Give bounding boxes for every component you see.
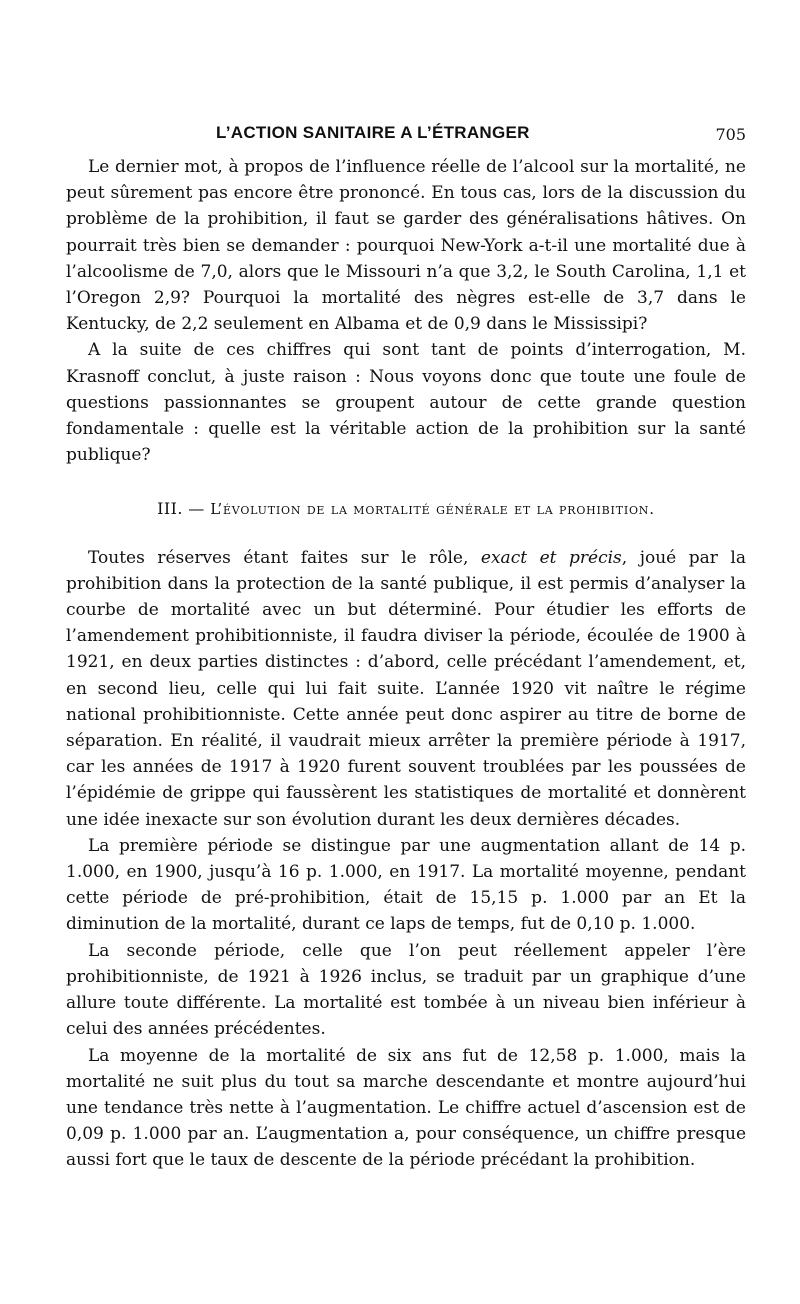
paragraph-final-word: Le dernier mot, à propos de l’influence réelle de l’alcool sur la mortalité, ne peut sûrement pas encore être prononcé. En tous cas, lors de la discussion du problème de la prohibition, il faut se garder des généralisations hâtives. On pourrait très bien se demander : pourquoi New-York a-t-il une mortalité due à l’alcoolisme de 7,0, alors que le Missouri n’a que 3,2, le South Carolina, 1,1 et l’Oregon 2,9? Pourquoi la mortalité des nègres est-elle de 3,7 dans le Kentucky, de 2,2 seulement en Albama et de 0,9 dans le Mississipi? bbox=[66, 157, 746, 335]
paragraph-reserves-start: Toutes réserves étant faites sur le rôle, bbox=[88, 547, 481, 568]
document-page bbox=[66, 120, 746, 1174]
paragraph-first-period: La première période se distingue par une augmentation allant de 14 p. 1.000, en 1900, jusqu’à 16 p. 1.000, en 1917. La mortalité moyenne, pendant cette période de pré-prohibition, était de 15,15 p. 1.000 par an Et la diminution de la mortalité, durant ce laps de temps, fut de 0,10 p. 1.000. bbox=[66, 835, 746, 935]
section-heading bbox=[66, 496, 746, 522]
emphasis-exact-precis: exact et précis bbox=[480, 547, 622, 568]
page-number: 705 bbox=[715, 125, 746, 144]
paragraph-reserves-rest: , joué par la prohibition dans la protection de la santé publique, il est permis d’analyser la courbe de mortalité avec un but déterminé. Pour étudier les efforts de l’amendement prohibitionniste, il faudra diviser la période, écoulée de 1900 à 1921, en deux parties distinctes : d’abord, celle précédant l’amendement, et, en second lieu, celle qui lui fait suite. L’année 1920 vit naître le régime national prohibitionniste. Cette année peut donc aspirer au titre de borne de séparation. En réalité, il vaudrait mieux arrêter la première période à 1917, car les années de 1917 à 1920 furent souvent troublées par les poussées de l’épidémie de grippe qui faussèrent les statistiques de mortalité et donnèrent une idée inexacte sur son évolution durant les deux dernières décades. bbox=[66, 547, 747, 830]
paragraph-second-period: La seconde période, celle que l’on peut réellement appeler l’ère prohibitionniste, de 1921 à 1926 inclus, se traduit par un graphique d’une allure toute différente. La mortalité est tombée à un niveau bien inférieur à celui des années précédentes. bbox=[66, 940, 746, 1040]
section-number: III. — bbox=[157, 499, 205, 519]
section-title: L’évolution de la mortalité générale et la prohibition. bbox=[210, 500, 655, 519]
paragraph-six-year-average: La moyenne de la mortalité de six ans fut de 12,58 p. 1.000, mais la mortalité ne suit plus du tout sa marche descendante et montre aujourd’hui une tendance très nette à l’augmentation. Le chiffre actuel d’ascension est de 0,09 p. 1.000 par an. L’augmentation a, pour conséquence, un chiffre presque aussi fort que le taux de descente de la période précédant la prohibition. bbox=[66, 1045, 746, 1171]
paragraph-krasnoff-conclusion: A la suite de ces chiffres qui sont tant de points d’interrogation, M. Krasnoff conclut, à juste raison : Nous voyons donc que toute une foule de questions passionnantes se groupent autour de cette grande question fondamentale : quelle est la véritable action de la prohibition sur la santé publique? bbox=[66, 340, 746, 466]
page-header bbox=[66, 120, 746, 150]
running-title: L’ACTION SANITAIRE A L’ÉTRANGER bbox=[216, 123, 530, 142]
paragraph-reserves bbox=[66, 545, 746, 833]
